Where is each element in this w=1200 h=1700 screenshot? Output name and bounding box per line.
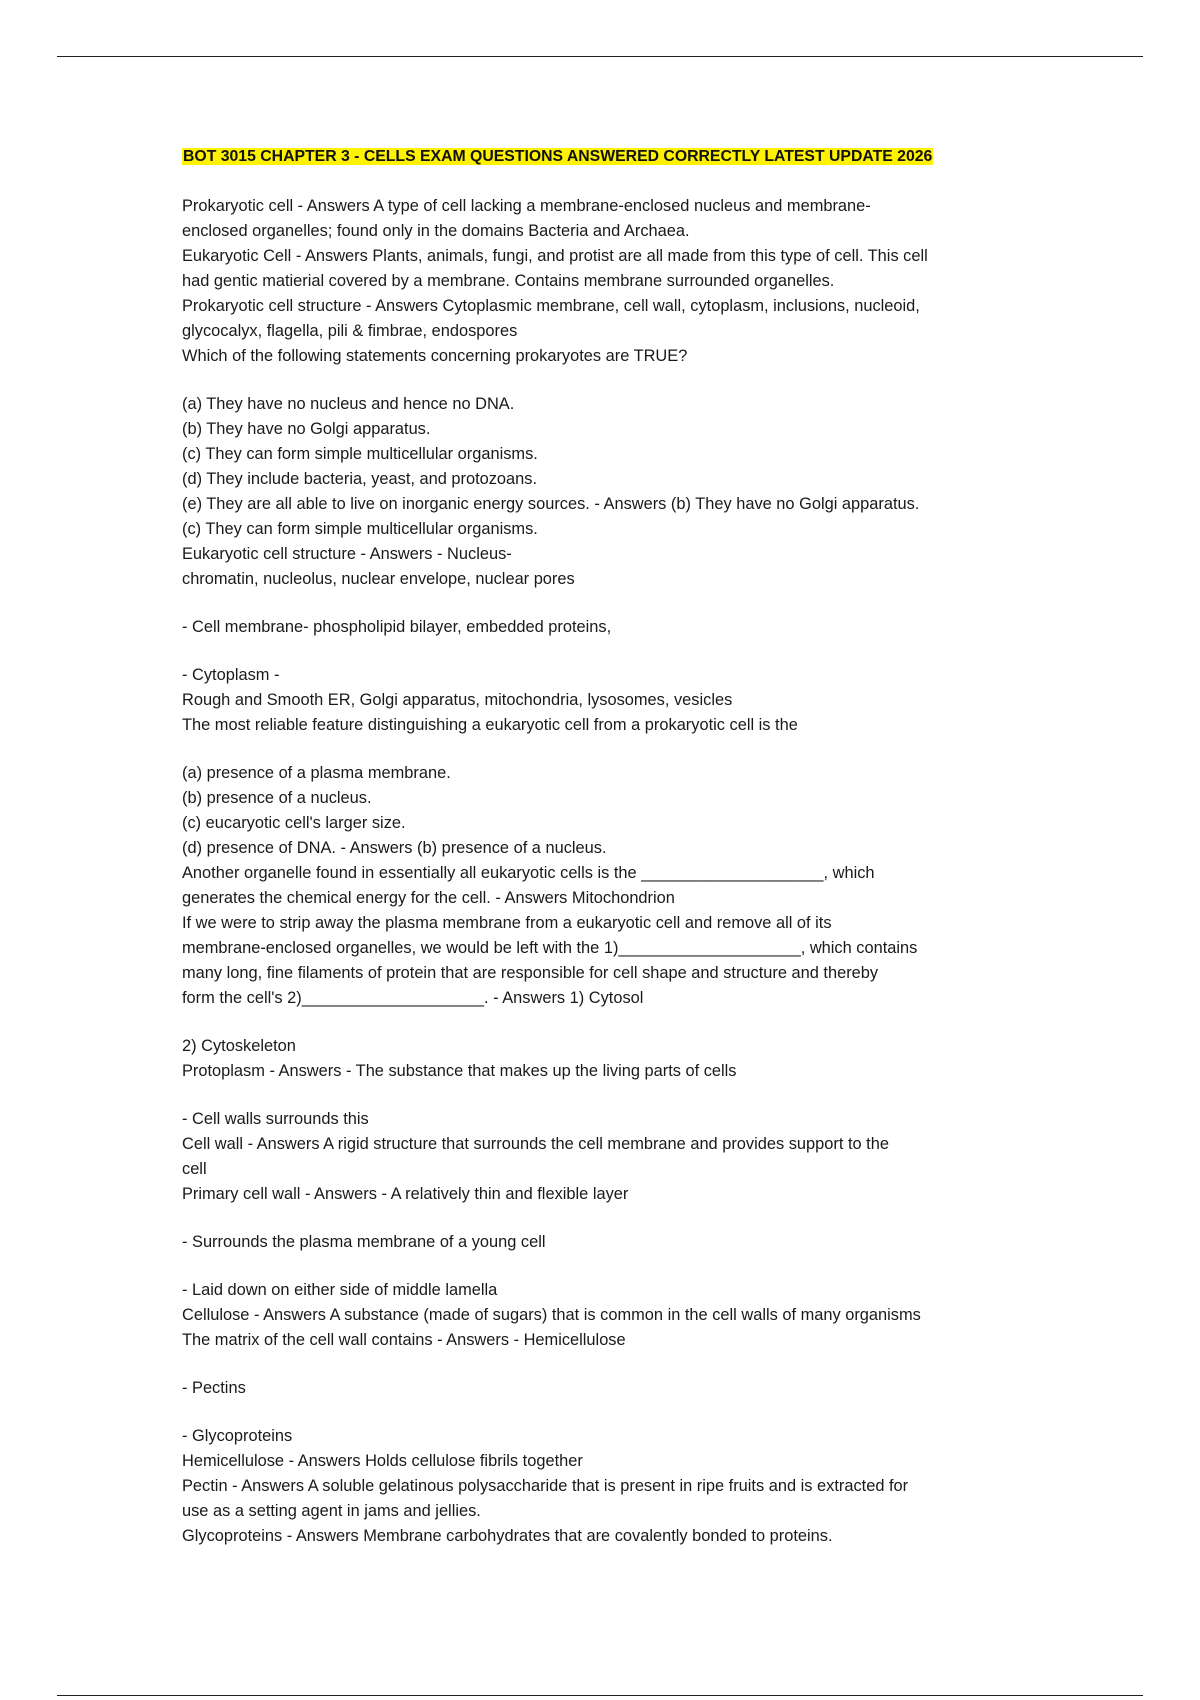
document-body [182, 144, 1042, 1549]
text-line: - Cytoplasm - [182, 666, 280, 684]
document-title-text: BOT 3015 CHAPTER 3 - CELLS EXAM QUESTIONS ANSWERED CORRECTLY LATEST UPDATE 2026 [183, 148, 933, 165]
blank-line [182, 738, 1042, 761]
blank-line [182, 640, 1042, 663]
text-line: (a) They have no nucleus and hence no DNA. [182, 395, 515, 413]
blank-line [182, 1207, 1042, 1230]
text-line: - Laid down on either side of middle lamella [182, 1281, 498, 1299]
text-line: - Cell walls surrounds this [182, 1110, 369, 1128]
text-line: membrane-enclosed organelles, we would be left with the 1)____________________, which contains [182, 939, 918, 957]
text-line: glycocalyx, flagella, pili & fimbrae, endospores [182, 322, 518, 340]
text-line: The most reliable feature distinguishing a eukaryotic cell from a prokaryotic cell is the [182, 716, 798, 734]
text-line: Glycoproteins - Answers Membrane carbohydrates that are covalently bonded to proteins. [182, 1527, 833, 1545]
text-line: Another organelle found in essentially all eukaryotic cells is the ____________________, which [182, 864, 875, 882]
text-line: (c) They can form simple multicellular organisms. [182, 445, 538, 463]
text-line: Pectin - Answers A soluble gelatinous polysaccharide that is present in ripe fruits and is extracted for [182, 1477, 909, 1495]
footer-rule [57, 1695, 1143, 1696]
text-line: cell [182, 1160, 207, 1178]
text-line: - Glycoproteins [182, 1427, 293, 1445]
text-line: Prokaryotic cell - Answers A type of cell lacking a membrane-enclosed nucleus and membrane- [182, 197, 871, 215]
blank-line [182, 1011, 1042, 1034]
text-line: (d) presence of DNA. - Answers (b) presence of a nucleus. [182, 839, 607, 857]
document-lines [182, 194, 1042, 1549]
blank-line [182, 1401, 1042, 1424]
text-line: (b) They have no Golgi apparatus. [182, 420, 431, 438]
text-line: (e) They are all able to live on inorganic energy sources. - Answers (b) They have no Golgi apparatus. [182, 495, 920, 513]
blank-line [182, 1084, 1042, 1107]
text-line: The matrix of the cell wall contains - Answers - Hemicellulose [182, 1331, 626, 1349]
text-line: Protoplasm - Answers - The substance that makes up the living parts of cells [182, 1062, 737, 1080]
document-title [182, 144, 1042, 169]
text-line: - Surrounds the plasma membrane of a young cell [182, 1233, 546, 1251]
text-line: Cellulose - Answers A substance (made of sugars) that is common in the cell walls of many organisms [182, 1306, 921, 1324]
text-line: Eukaryotic Cell - Answers Plants, animals, fungi, and protist are all made from this type of cell. This cell [182, 247, 928, 265]
text-line: chromatin, nucleolus, nuclear envelope, nuclear pores [182, 570, 575, 588]
text-line: use as a setting agent in jams and jellies. [182, 1502, 481, 1520]
text-line: Cell wall - Answers A rigid structure that surrounds the cell membrane and provides support to the [182, 1135, 889, 1153]
text-line: generates the chemical energy for the cell. - Answers Mitochondrion [182, 889, 675, 907]
text-line: Eukaryotic cell structure - Answers - Nucleus- [182, 545, 512, 563]
text-line: Prokaryotic cell structure - Answers Cytoplasmic membrane, cell wall, cytoplasm, inclusions, nucleoid, [182, 297, 920, 315]
text-line: If we were to strip away the plasma membrane from a eukaryotic cell and remove all of its [182, 914, 832, 932]
text-line: many long, fine filaments of protein that are responsible for cell shape and structure and thereby [182, 964, 879, 982]
blank-line [182, 1353, 1042, 1376]
text-line: - Cell membrane- phospholipid bilayer, embedded proteins, [182, 618, 612, 636]
text-line: (b) presence of a nucleus. [182, 789, 372, 807]
text-line: Primary cell wall - Answers - A relatively thin and flexible layer [182, 1185, 629, 1203]
blank-line [182, 369, 1042, 392]
text-line: (c) They can form simple multicellular organisms. [182, 520, 538, 538]
text-line: (d) They include bacteria, yeast, and protozoans. [182, 470, 538, 488]
text-line: (c) eucaryotic cell's larger size. [182, 814, 406, 832]
blank-line [182, 1255, 1042, 1278]
text-line: Rough and Smooth ER, Golgi apparatus, mitochondria, lysosomes, vesicles [182, 691, 733, 709]
text-line: Hemicellulose - Answers Holds cellulose fibrils together [182, 1452, 583, 1470]
text-line: had gentic matierial covered by a membrane. Contains membrane surrounded organelles. [182, 272, 835, 290]
text-line: enclosed organelles; found only in the domains Bacteria and Archaea. [182, 222, 690, 240]
text-line: form the cell's 2)____________________. - Answers 1) Cytosol [182, 989, 644, 1007]
text-line: - Pectins [182, 1379, 246, 1397]
text-line: (a) presence of a plasma membrane. [182, 764, 451, 782]
header-rule [57, 56, 1143, 57]
blank-line [182, 592, 1042, 615]
text-line: 2) Cytoskeleton [182, 1037, 296, 1055]
text-line: Which of the following statements concerning prokaryotes are TRUE? [182, 347, 688, 365]
